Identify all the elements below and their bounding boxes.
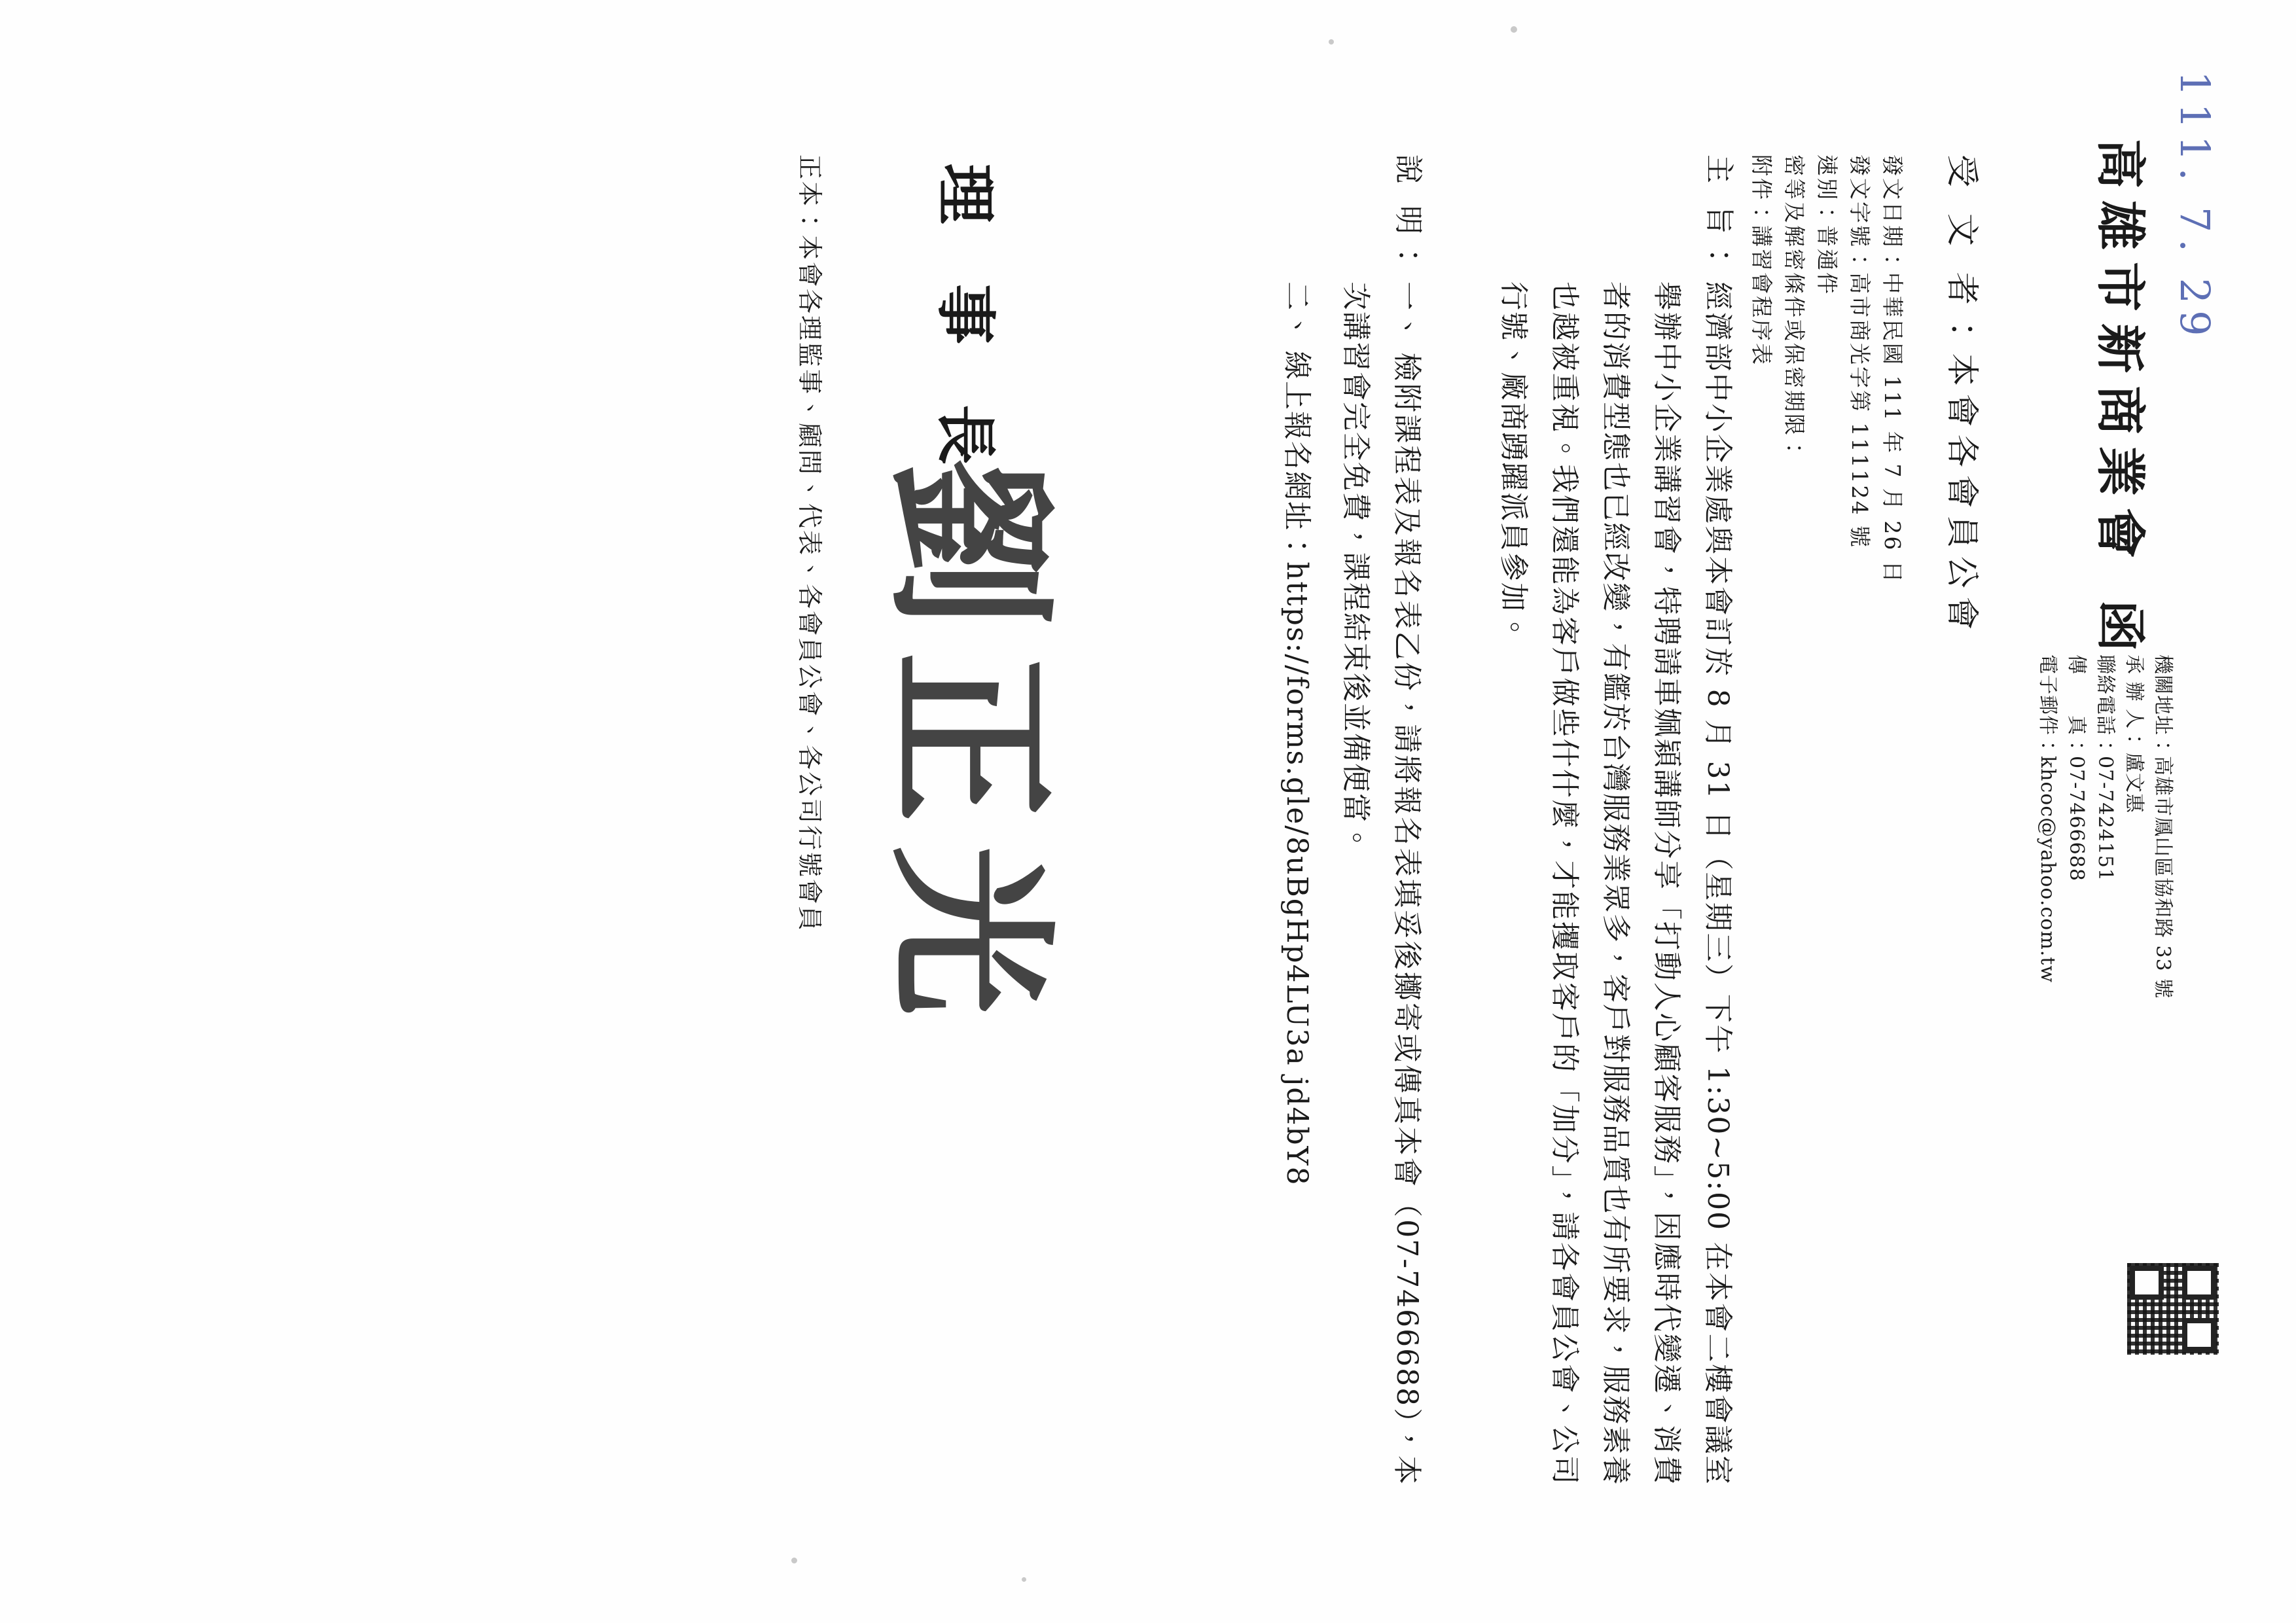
contact-officer-value: 盧文惠 bbox=[2123, 753, 2145, 813]
issue-date-row bbox=[1876, 154, 1909, 584]
notes-list bbox=[1263, 281, 1432, 1486]
signature-title: 理 事 長 bbox=[930, 164, 1001, 485]
list-item bbox=[1330, 281, 1432, 1486]
contact-block bbox=[2033, 654, 2177, 999]
recipient-line bbox=[1941, 154, 1988, 637]
contact-phone-row bbox=[2090, 654, 2119, 999]
note-text: 檢附課程表及報名表乙份，請將報名表填妥後擲寄或傳真本會（07-7466688），本次講習會完全免費，課程結束後並備便當。 bbox=[1339, 281, 1424, 1486]
signature-name: 劉正光 bbox=[869, 458, 1069, 1039]
contact-phone-value: 07-7424151 bbox=[2094, 756, 2117, 882]
scan-speck bbox=[1511, 26, 1517, 33]
scan-speck bbox=[1022, 1577, 1026, 1582]
recipient-label: 受 文 者： bbox=[1943, 154, 1981, 353]
qr-code-icon bbox=[2127, 1263, 2219, 1355]
speed-value: 普通件 bbox=[1814, 225, 1840, 296]
note-text: 線上報名網址：https://forms.gle/8uBgHp4LU3a jd4bY8 bbox=[1280, 351, 1314, 1186]
contact-email-row bbox=[2033, 654, 2062, 999]
subject-text: 經濟部中小企業處與本會訂於 8 月 31 日（星期三）下午 1:30~5:00 在本會二樓會議室舉辦中小企業講習會，特聘請車姵穎講師分享「打動人心顧客服務」，因應時代變遷、消費者的消費型態也已經改變，有鑑於台灣服務業眾多，客戶對服務品質也有所要求，服務素養也越被重視。我們還能為客戶做些什什麼，才能攫取客戶的「加分」，請各會員公會、公司行號、廠商踴躍派員參加。 bbox=[1497, 281, 1734, 1486]
scan-speck bbox=[791, 1558, 797, 1563]
issue-date-label: 發文日期： bbox=[1880, 154, 1905, 272]
recipient-value: 本會各會員公會 bbox=[1943, 353, 1981, 637]
contact-phone-label: 聯絡電話： bbox=[2094, 654, 2117, 756]
qr-finder-icon bbox=[2130, 1266, 2164, 1300]
contact-fax-value: 07-7466688 bbox=[2065, 756, 2088, 882]
page-title bbox=[2089, 139, 2160, 662]
contact-officer-row bbox=[2119, 654, 2148, 999]
doc-number-row bbox=[1843, 154, 1876, 584]
contact-address-value: 高雄市鳳山區協和路 33 號 bbox=[2151, 756, 2174, 999]
received-date-stamp: 111. 7. 29 bbox=[2171, 71, 2219, 343]
attachment-value: 講習會程序表 bbox=[1749, 225, 1774, 366]
speed-label: 速別： bbox=[1814, 154, 1840, 225]
contact-officer-label: 承 辦 人： bbox=[2123, 654, 2145, 750]
list-item bbox=[1271, 281, 1322, 1486]
contact-address-row bbox=[2148, 654, 2177, 999]
contact-fax-label: 傳 真： bbox=[2065, 654, 2088, 756]
document-type: 函 bbox=[2091, 601, 2149, 662]
doc-number-value: 高市商光字第 111124 號 bbox=[1847, 272, 1873, 549]
contact-email-value: khcoc@yahoo.com.tw bbox=[2036, 756, 2059, 984]
secrecy-label: 密等及解密條件或保密期限： bbox=[1782, 154, 1807, 461]
notes-label: 說 明： bbox=[1391, 154, 1425, 276]
secrecy-row bbox=[1778, 154, 1810, 584]
speed-row bbox=[1810, 154, 1843, 584]
attachment-row bbox=[1745, 154, 1778, 584]
document-meta bbox=[1745, 154, 1909, 584]
doc-number-label: 發文字號： bbox=[1847, 154, 1873, 272]
contact-address-label: 機關地址： bbox=[2151, 654, 2174, 756]
contact-fax-row bbox=[2062, 654, 2090, 999]
organization-name: 高雄市新商業會 bbox=[2091, 139, 2149, 569]
attachment-label: 附件： bbox=[1749, 154, 1774, 225]
note-index: 一、 bbox=[1390, 281, 1424, 344]
contact-email-label: 電子郵件： bbox=[2036, 654, 2059, 756]
issue-date-value: 中華民國 111 年 7 月 26 日 bbox=[1880, 272, 1905, 584]
scan-speck bbox=[1329, 39, 1334, 45]
subject-label: 主 旨： bbox=[1702, 154, 1736, 276]
distribution-footer: 正本：本會各理監事、顧問、代表、各會員公會、各公司行號會員 bbox=[795, 154, 824, 933]
note-index: 二、 bbox=[1280, 281, 1314, 342]
